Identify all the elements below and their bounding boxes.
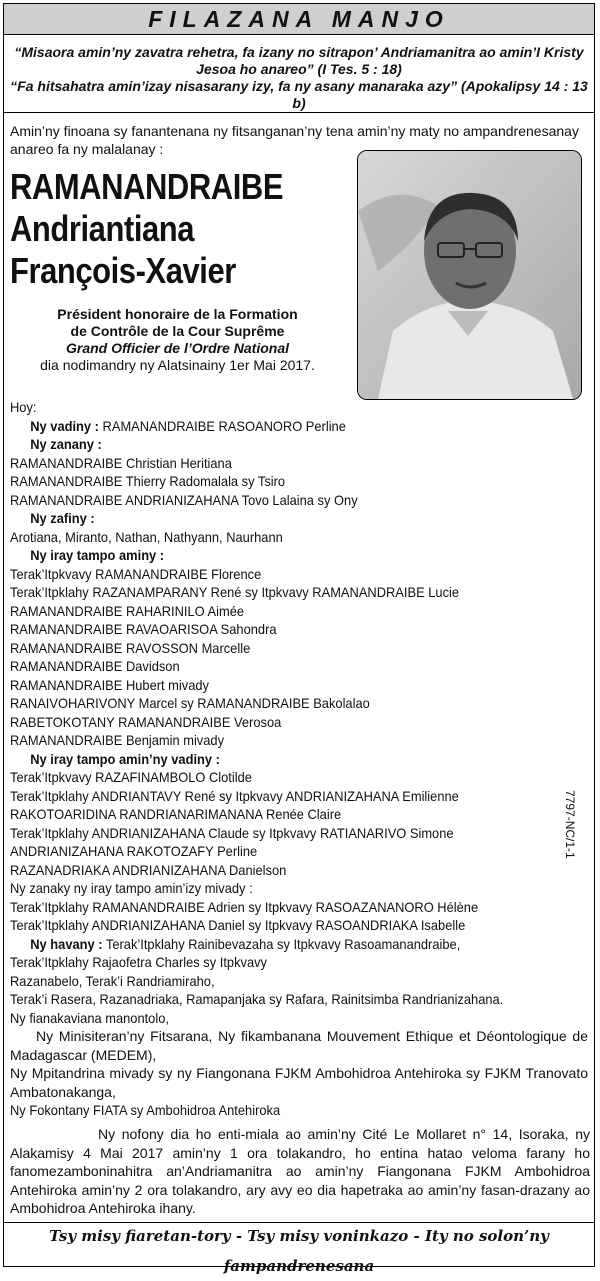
list-item: RANAIVOHARIVONY Marcel sy RAMANANDRAIBE Bakolalao bbox=[10, 695, 370, 711]
side-code: 7797-NC/1-1 bbox=[563, 790, 577, 859]
list-item: Terak’Itpkvavy RAMANANDRAIBE Florence bbox=[10, 565, 262, 582]
list-item: Terak’Itpklahy ANDRIANIZAHANA Claude sy Itpkvavy RATIANARIVO Simone bbox=[10, 824, 454, 841]
list-item: RAKOTOARIDINA RANDRIANARIMANANA Renée Claire bbox=[10, 806, 342, 822]
fokontany-line: Ny Fokontany FIATA sy Ambohidroa Antehiroka bbox=[10, 1102, 281, 1118]
portrait-image bbox=[358, 151, 581, 399]
list-item: RAMANANDRAIBE Benjamin mivady bbox=[10, 732, 225, 748]
verse-2: “Fa hitsahatra amin’izay nisasarany izy, fa ny asany manaraka azy” (Apokalipsy 14 : 13 b) bbox=[10, 78, 588, 111]
list-item: RAMANANDRAIBE Hubert mivady bbox=[10, 676, 209, 693]
portrait-photo bbox=[357, 150, 582, 400]
header-banner bbox=[4, 4, 594, 35]
list-item: RAMANANDRAIBE RAVOSSON Marcelle bbox=[10, 639, 251, 656]
list-item: Ny fianakaviana manontolo, bbox=[10, 1009, 169, 1026]
church-line: Ny Mpitandrina mivady sy ny Fiangonana FJKM Ambohidroa Antehiroka sy FJKM Tranovato Ambatonakanga, bbox=[10, 1065, 588, 1100]
death-date: dia nodimandry ny Alatsinainy 1er Mai 2017. bbox=[40, 357, 315, 373]
list-item: Terak’Itpklahy ANDRIANIZAHANA Daniel sy Itpkvavy RASOANDRIAKA Isabelle bbox=[10, 917, 466, 933]
list-item: Terak’Itpklahy Rajaofetra Charles sy Itpkvavy bbox=[10, 954, 267, 970]
list-item: RAMANANDRAIBE Davidson bbox=[10, 658, 180, 674]
children-label: Ny zanany : bbox=[30, 436, 102, 452]
footer-note: Tsy misy fiaretan-tory - Tsy misy voninkazo - Ity no solon’ny fampandrenesana bbox=[49, 1227, 549, 1275]
header-title: FILAZANA MANJO bbox=[148, 6, 450, 32]
list-item: Terak’Itpklahy RAZANAMPARANY René sy Itpkvavy RAMANANDRAIBE Lucie bbox=[10, 584, 460, 600]
bible-verses bbox=[8, 44, 590, 112]
relatives-line bbox=[10, 935, 545, 954]
verse-1: “Misaora amin’ny zavatra rehetra, fa izany no sitrapon’ Andriamanitra ao amin’I Kristy Jesoa ho anareo” (I Tes. 5 : 18) bbox=[14, 44, 584, 77]
list-item: ANDRIANIZAHANA RAKOTOZAFY Perline bbox=[10, 843, 258, 859]
spouse-line bbox=[10, 417, 545, 436]
ministry-medem: Ny Minisiteran’ny Fitsarana, Ny fikambanana Mouvement Ethique et Déontologique de Madagascar (MEDEM), bbox=[10, 1028, 588, 1063]
relatives-label: Ny havany : bbox=[30, 935, 103, 952]
list-item: RAMANANDRAIBE ANDRIANIZAHANA Tovo Lalaina sy Ony bbox=[10, 491, 358, 508]
deceased-surname: RAMANANDRAIBE bbox=[10, 166, 284, 207]
deceased-given-name-1: Andriantiana bbox=[10, 208, 195, 249]
family-list bbox=[10, 398, 592, 1120]
grandchildren-names: Arotiana, Miranto, Nathan, Nathyann, Naurhann bbox=[10, 528, 283, 545]
deceased-given-name-2: François-Xavier bbox=[10, 250, 236, 291]
grandchildren-label: Ny zafiny : bbox=[30, 510, 95, 526]
list-item: Terak’Itpklahy ANDRIANTAVY René sy Itpkvavy ANDRIANIZAHANA Emilienne bbox=[10, 787, 459, 804]
list-item: RAMANANDRAIBE Thierry Radomalala sy Tsiro bbox=[10, 473, 286, 489]
list-item: RAMANANDRAIBE Christian Heritiana bbox=[10, 454, 232, 471]
list-item: Ny zanaky ny iray tampo amin’izy mivady : bbox=[10, 880, 253, 896]
list-item: RAMANANDRAIBE RAHARINILO Aimée bbox=[10, 602, 245, 619]
list-item: RABETOKOTANY RAMANANDRAIBE Verosoa bbox=[10, 713, 282, 730]
list-item: Terak’Itpklahy RAMANANDRAIBE Adrien sy Itpkvavy RASOAZANANORO Hélène bbox=[10, 898, 479, 915]
siblings-label: Ny iray tampo aminy : bbox=[30, 547, 165, 563]
hoy-label: Hoy: bbox=[10, 399, 37, 415]
funeral-details: Ny nofony dia ho enti-miala ao amin’ny Cité Le Mollaret n° 14, Isoraka, ny Alakamisy 4 Mai 2017 amin’ny 1 ora tolakandro, ho entina hatao veloma farany ho fanomezamboninahitra an’Andriamanitra ao amin’ny Fiangonana FJKM Ambohidroa Antehiroka amin’ny 2 ora tolakandro, ary avy eo dia hapetraka ao amin’ny fasan-drazany ao Ambohidroa Antehiroka ihany. bbox=[10, 1126, 590, 1216]
title-line-2: de Contrôle de la Cour Suprême bbox=[70, 323, 285, 339]
title-line-3: Grand Officier de l’Ordre National bbox=[65, 340, 289, 356]
list-item: RAZANADRIAKA ANDRIANIZAHANA Danielson bbox=[10, 861, 287, 878]
list-item: Terak’Itpkvavy RAZAFINAMBOLO Clotilde bbox=[10, 769, 252, 785]
spouse-name: RAMANANDRAIBE RASOANORO Perline bbox=[98, 417, 346, 434]
list-item: Razanabelo, Terak’i Randriamiraho, bbox=[10, 972, 215, 989]
list-item: Terak’i Rasera, Razanadriaka, Ramapanjaka sy Rafara, Rainitsimba Randrianizahana. bbox=[10, 991, 504, 1007]
deceased-titles bbox=[10, 306, 345, 374]
spouse-siblings-label: Ny iray tampo amin’ny vadiny : bbox=[30, 750, 220, 767]
intro-text: Amin’ny finoana sy fanantenana ny fitsanganan’ny tena amin’ny maty no ampandrenesanay anareo fa ny malalanay : bbox=[10, 123, 579, 157]
title-line-1: Président honoraire de la Formation bbox=[57, 306, 298, 322]
divider bbox=[4, 112, 594, 113]
spouse-label: Ny vadiny : bbox=[30, 417, 99, 434]
list-item: RAMANANDRAIBE RAVAOARISOA Sahondra bbox=[10, 621, 277, 637]
relatives-first: Terak’Itpklahy Rainibevazaha sy Itpkvavy Rasoamanandraibe, bbox=[102, 935, 461, 952]
